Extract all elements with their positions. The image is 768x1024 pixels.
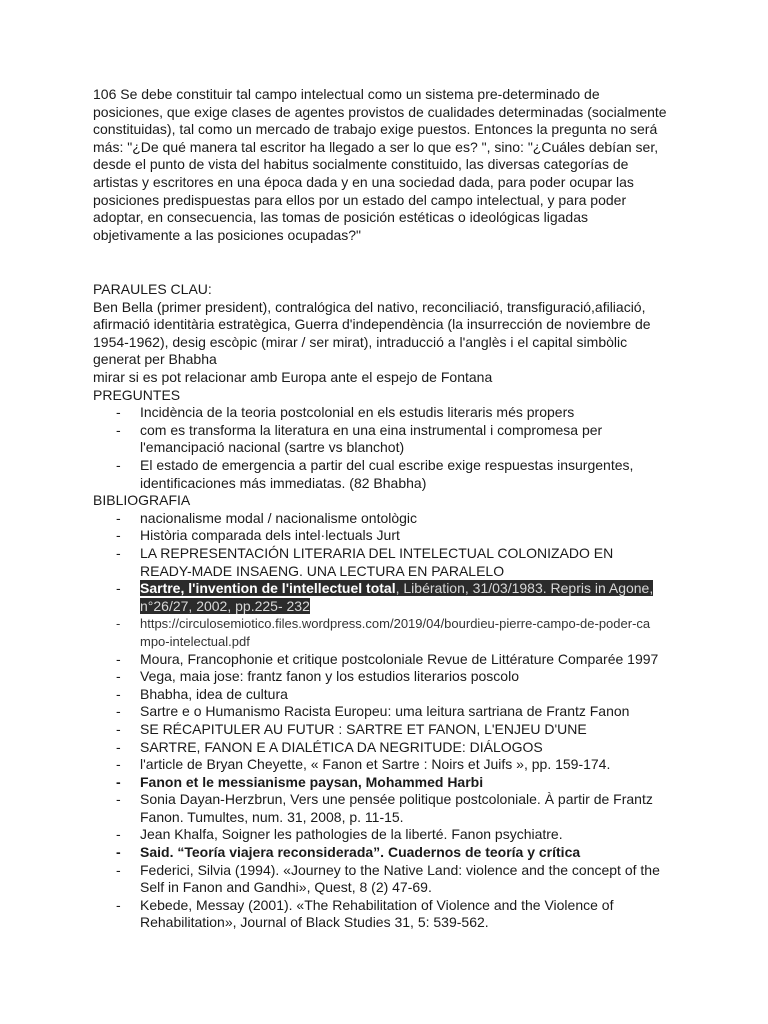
list-item-text: identificaciones más immediatas. (82 Bhabha) — [140, 474, 427, 491]
list-item-text: Kebede, Messay (2001). «The Rehabilitation of Violence and the Violence of — [140, 896, 614, 913]
list-dash: - — [116, 720, 121, 737]
list-item-text: Said. “Teoría viajera reconsiderada”. Cuadernos de teoría y crítica — [140, 844, 581, 861]
list-dash: - — [116, 580, 121, 597]
list-item-text: Bhabha, idea de cultura — [140, 685, 288, 702]
bibliography-item — [0, 510, 768, 528]
keywords-line: generat per Bhabha — [93, 351, 217, 368]
keywords-heading: PARAULES CLAU: — [93, 281, 212, 297]
text-selection-highlight: n°26/27, 2002, pp.225- 232 — [140, 597, 310, 614]
bibliography-heading: BIBLIOGRAFIA — [93, 492, 191, 509]
question-item — [0, 457, 768, 492]
intro-line: más: "¿De qué manera tal escritor ha llegado a ser lo que es? ", sino: "¿Cuáles debían ser, — [93, 138, 659, 155]
intro-line: desde el punto de vista del habitus socialmente constituido, las diversas categorías de — [93, 156, 629, 173]
list-dash: - — [116, 616, 121, 632]
list-item-text: nacionalisme modal / nacionalisme ontològic — [140, 509, 418, 526]
keywords-line: afirmació identitària estratègica, Guerra d'independència (la insurrección de noviembre de — [93, 316, 651, 333]
list-dash: - — [116, 509, 121, 526]
bibliography-item — [0, 774, 768, 792]
list-item-text: Vega, maia jose: frantz fanon y los estudios literarios poscolo — [140, 668, 519, 685]
list-item-text: Fanon. Tumultes, num. 31, 2008, p. 11-15. — [140, 808, 404, 825]
list-item-text: Self in Fanon and Gandhi», Quest, 8 (2) 47-69. — [140, 879, 432, 896]
list-item-text: SE RÉCAPITULER AU FUTUR : SARTRE ET FANON, L'ENJEU D'UNE — [140, 720, 587, 737]
highlighted-title: Sartre, l'invention de l'intellectuel total — [140, 580, 396, 597]
bibliography-item — [0, 844, 768, 862]
list-dash: - — [116, 421, 121, 438]
bibliography-list — [0, 510, 768, 932]
highlighted-line — [140, 580, 768, 598]
bibliography-item — [0, 580, 768, 615]
bibliography-item — [0, 739, 768, 757]
list-item-text: Sartre e o Humanismo Racista Europeu: uma leitura sartriana de Frantz Fanon — [140, 703, 630, 720]
bibliography-item — [0, 668, 768, 686]
bibliography-item — [0, 897, 768, 932]
list-dash: - — [116, 826, 121, 843]
list-dash: - — [116, 544, 121, 561]
list-item-text: El estado de emergencia a partir del cual escribe exige respuestas insurgentes, — [140, 456, 634, 473]
highlighted-citation: , Libération, 31/03/1983. Repris in Agone, — [395, 580, 654, 597]
keywords-line: Ben Bella (primer president), contralógica del nativo, reconciliació, transfiguració,afiliació, — [93, 298, 646, 315]
bibliography-item — [0, 527, 768, 545]
list-item-text: l'article de Bryan Cheyette, « Fanon et Sartre : Noirs et Juifs », pp. 159-174. — [140, 756, 611, 773]
list-dash: - — [116, 703, 121, 720]
list-dash: - — [116, 404, 121, 421]
list-item-text: com es transforma la literatura en una eina instrumental i compromesa per — [140, 421, 603, 438]
intro-line: posiciones, que exige clases de agentes provistos de cualidades determinadas (socialmente — [93, 103, 667, 120]
list-item-text: SARTRE, FANON E A DIALÉTICA DA NEGRITUDE: DIÁLOGOS — [140, 738, 543, 755]
intro-line: posiciones predispuestas para ellos por un estado del campo intelectual, y para poder — [93, 191, 627, 208]
list-item-text: READY-MADE INSAENG. UNA LECTURA EN PARALELO — [140, 562, 505, 579]
keywords-line: mirar si es pot relacionar amb Europa ante el espejo de Fontana — [93, 368, 493, 385]
list-dash: - — [116, 861, 121, 878]
bibliography-item — [0, 862, 768, 897]
list-item-text: l'emancipació nacional (sartre vs blanchot) — [140, 439, 405, 456]
bibliography-item — [0, 545, 768, 580]
list-dash: - — [116, 456, 121, 473]
list-item-text: Sonia Dayan-Herzbrun, Vers une pensée politique postcoloniale. À partir de Frantz — [140, 791, 653, 808]
list-dash: - — [116, 527, 121, 544]
list-item-text: LA REPRESENTACIÓN LITERARIA DEL INTELECTUAL COLONIZADO EN — [140, 544, 614, 561]
bibliography-item — [0, 651, 768, 669]
list-item-text: https://circulosemiotico.files.wordpress.com/2019/04/bourdieu-pierre-campo-de-poder-ca — [140, 616, 651, 632]
keywords-line: 1954-1962), desig escòpic (mirar / ser mirat), intraducció a l'anglès i el capital simbòlic — [93, 333, 628, 350]
list-dash: - — [116, 668, 121, 685]
list-dash: - — [116, 685, 121, 702]
list-dash: - — [116, 844, 121, 861]
intro-line: artistas y escritores en una época dada y en una sociedad dada, para poder ocupar las — [93, 173, 634, 190]
intro-paragraph — [93, 86, 683, 244]
bibliography-item — [0, 721, 768, 739]
intro-line: 106 Se debe constituir tal campo intelectual como un sistema pre-determinado de — [93, 86, 600, 102]
question-item — [0, 422, 768, 457]
list-dash: - — [116, 773, 121, 790]
intro-line: constituidas), tal como un mercado de trabajo exige puestos. Entonces la pregunta no será — [93, 121, 658, 138]
list-dash: - — [116, 650, 121, 667]
questions-heading: PREGUNTES — [93, 386, 181, 403]
list-dash: - — [116, 896, 121, 913]
bibliography-item — [0, 703, 768, 721]
list-item-text: Federici, Silvia (1994). «Journey to the Native Land: violence and the concept of the — [140, 861, 660, 878]
bibliography-item — [0, 686, 768, 704]
list-item-text: Moura, Francophonie et critique postcoloniale Revue de Littérature Comparée 1997 — [140, 650, 659, 667]
text-selection-highlight — [140, 580, 653, 596]
list-dash: - — [116, 756, 121, 773]
list-item-text: Incidència de la teoria postcolonial en els estudis literaris més propers — [140, 404, 575, 421]
keywords-paragraph — [93, 299, 683, 387]
bibliography-item — [0, 826, 768, 844]
list-dash: - — [116, 791, 121, 808]
intro-line: objetivamente a las posiciones ocupadas?" — [93, 226, 362, 243]
list-item-text: Rehabilitation», Journal of Black Studies 31, 5: 539-562. — [140, 914, 489, 931]
list-item-text: Jean Khalfa, Soigner les pathologies de la liberté. Fanon psychiatre. — [140, 826, 563, 843]
questions-list — [0, 404, 768, 492]
highlighted-line — [140, 598, 768, 616]
list-dash: - — [116, 738, 121, 755]
list-item-text: Fanon et le messianisme paysan, Mohammed Harbi — [140, 773, 484, 790]
list-item-text: mpo-intelectual.pdf — [140, 633, 250, 649]
intro-line: adoptar, en consecuencia, las tomas de posición estéticas o ideológicas ligadas — [93, 209, 588, 226]
bibliography-item — [0, 615, 768, 650]
bibliography-item — [0, 791, 768, 826]
list-item-text: Història comparada dels intel·lectuals Jurt — [140, 527, 400, 544]
bibliography-item — [0, 756, 768, 774]
question-item — [0, 404, 768, 422]
